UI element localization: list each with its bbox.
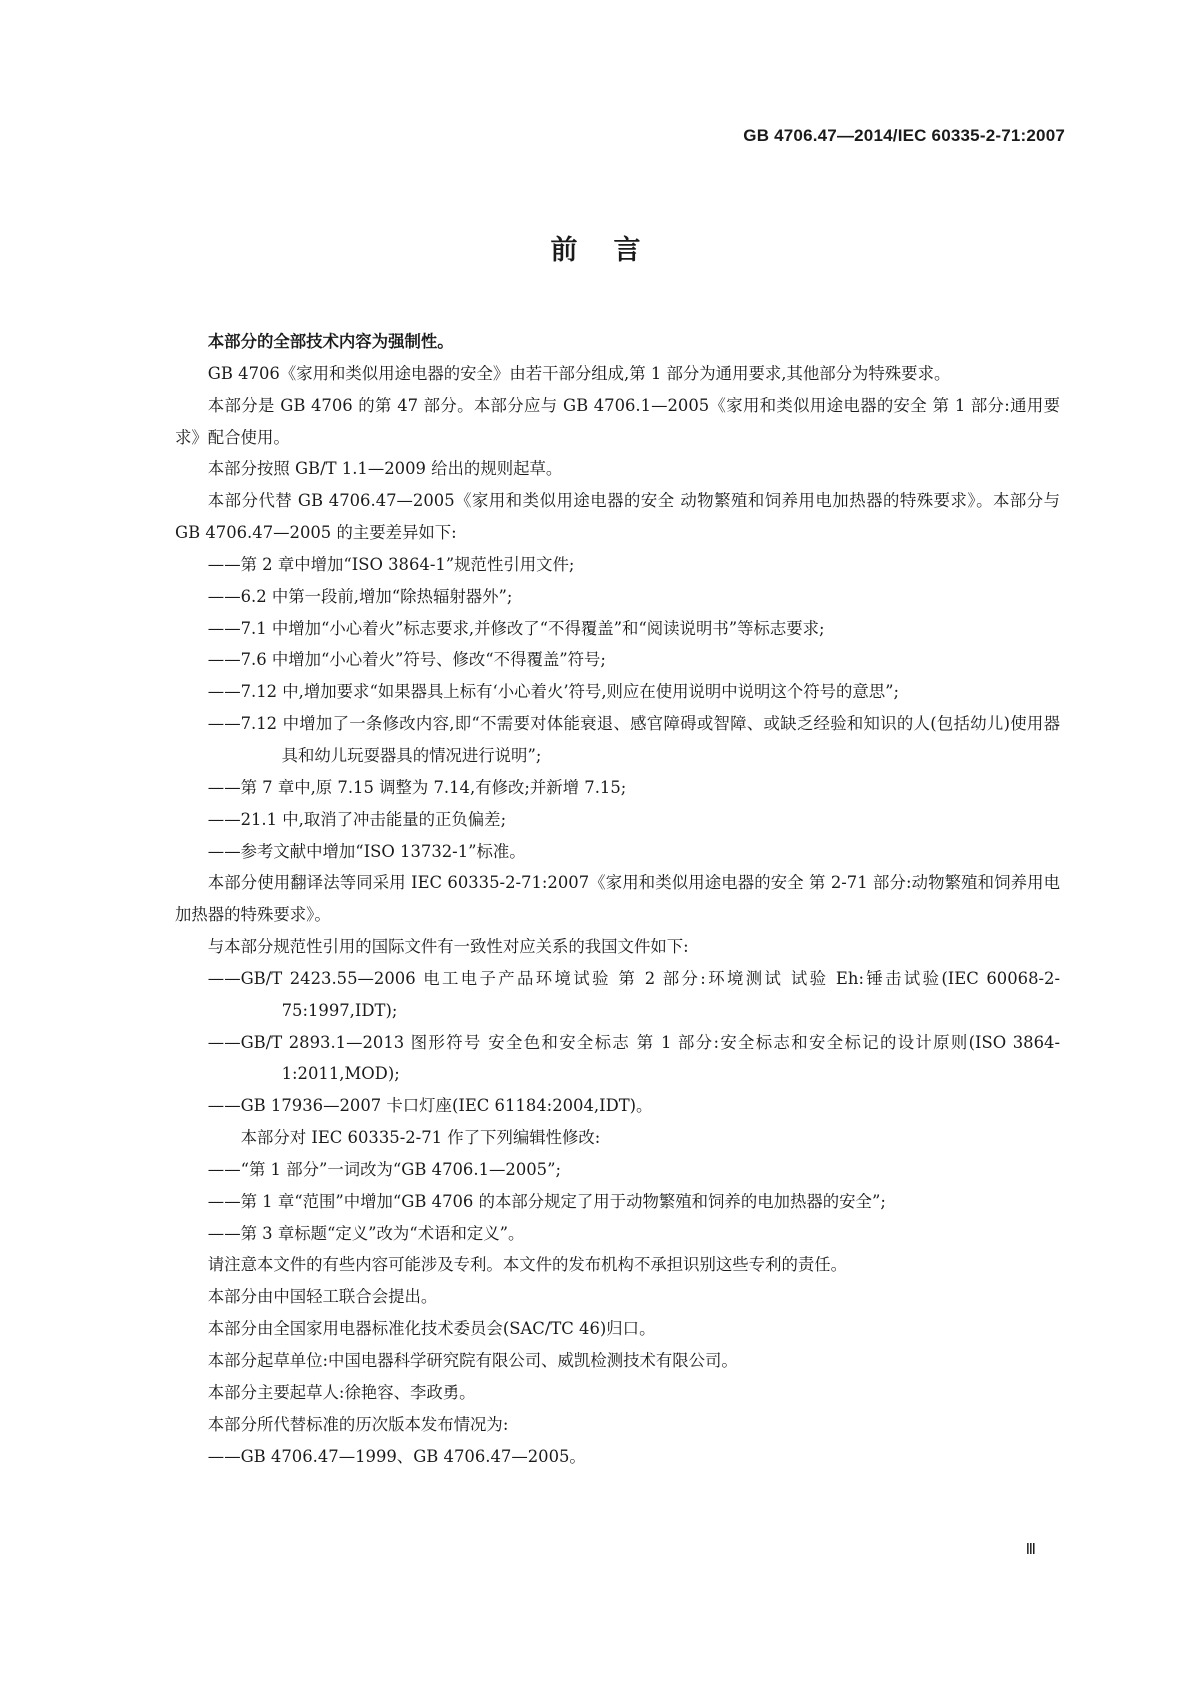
page-number: Ⅲ — [1025, 1540, 1036, 1558]
paragraph: 本部分主要起草人:徐艳容、李政勇。 — [207, 1382, 476, 1402]
document-header: GB 4706.47—2014/IEC 60335-2-71:2007 — [743, 126, 1065, 145]
list-item: ——GB 17936—2007 卡口灯座(IEC 61184:2004,IDT)。 — [207, 1096, 653, 1116]
list-item: ——7.1 中增加“小心着火”标志要求,并修改了“不得覆盖”和“阅读说明书”等标志要求; — [207, 618, 825, 638]
list-item: ——GB/T 2423.55—2006 电工电子产品环境试验 第 2 部分:环境测试 试验 Eh:锤击试验(IEC 60068-2-75:1997,IDT); — [207, 968, 1060, 1020]
list-item: ——第 7 章中,原 7.15 调整为 7.14,有修改;并新增 7.15; — [207, 777, 627, 797]
list-item: ——7.12 中增加了一条修改内容,即“不需要对体能衰退、感官障碍或智障、或缺乏经验和知识的人(包括幼儿)使用器具和幼儿玩耍器具的情况进行说明”; — [207, 714, 1060, 765]
paragraph: 本部分是 GB 4706 的第 47 部分。本部分应与 GB 4706.1—2005《家用和类似用途电器的安全 第 1 部分:通用要求》配合使用。 — [175, 395, 1060, 447]
list-item: ——7.6 中增加“小心着火”符号、修改“不得覆盖”符号; — [207, 650, 606, 670]
list-item: ——第 1 章“范围”中增加“GB 4706 的本部分规定了用于动物繁殖和饲养的电加热器的安全”; — [207, 1191, 886, 1211]
paragraph: 本部分由中国轻工联合会提出。 — [207, 1287, 438, 1307]
list-item: ——6.2 中第一段前,增加“除热辐射器外”; — [207, 586, 513, 606]
paragraph: 本部分按照 GB/T 1.1—2009 给出的规则起草。 — [207, 459, 563, 479]
foreword-body — [175, 326, 1060, 1472]
paragraph: 本部分由全国家用电器标准化技术委员会(SAC/TC 46)归口。 — [207, 1319, 656, 1339]
list-item: ——21.1 中,取消了冲击能量的正负偏差; — [207, 809, 507, 829]
list-item: ——GB 4706.47—1999、GB 4706.47—2005。 — [207, 1446, 586, 1466]
page-title: 前言 — [550, 235, 677, 266]
list-item: ——“第 1 部分”一词改为“GB 4706.1—2005”; — [207, 1159, 562, 1179]
paragraph: GB 4706《家用和类似用途电器的安全》由若干部分组成,第 1 部分为通用要求,其他部分为特殊要求。 — [207, 363, 951, 383]
list-item: ——参考文献中增加“ISO 13732-1”标准。 — [207, 841, 526, 861]
paragraph: 请注意本文件的有些内容可能涉及专利。本文件的发布机构不承担识别这些专利的责任。 — [207, 1255, 848, 1275]
paragraph: 本部分代替 GB 4706.47—2005《家用和类似用途电器的安全 动物繁殖和饲养用电加热器的特殊要求》。本部分与 GB 4706.47—2005 的主要差异如下: — [175, 491, 1060, 543]
list-item: ——第 3 章标题“定义”改为“术语和定义”。 — [207, 1223, 525, 1243]
list-item: ——7.12 中,增加要求“如果器具上标有‘小心着火’符号,则应在使用说明中说明这个符号的意思”; — [207, 682, 900, 702]
list-item: ——第 2 章中增加“ISO 3864-1”规范性引用文件; — [207, 554, 575, 574]
paragraph: 与本部分规范性引用的国际文件有一致性对应关系的我国文件如下: — [207, 937, 689, 957]
paragraph: 本部分起草单位:中国电器科学研究院有限公司、威凯检测技术有限公司。 — [207, 1351, 738, 1370]
list-item: ——GB/T 2893.1—2013 图形符号 安全色和安全标志 第 1 部分:安全标志和安全标记的设计原则(ISO 3864-1:2011,MOD); — [207, 1032, 1060, 1084]
paragraph: 本部分使用翻译法等同采用 IEC 60335-2-71:2007《家用和类似用途电器的安全 第 2-71 部分:动物繁殖和饲养用电加热器的特殊要求》。 — [175, 873, 1060, 925]
paragraph: 本部分所代替标准的历次版本发布情况为: — [207, 1414, 509, 1434]
paragraph: 本部分对 IEC 60335-2-71 作了下列编辑性修改: — [240, 1128, 601, 1148]
mandatory-statement: 本部分的全部技术内容为强制性。 — [207, 332, 454, 351]
